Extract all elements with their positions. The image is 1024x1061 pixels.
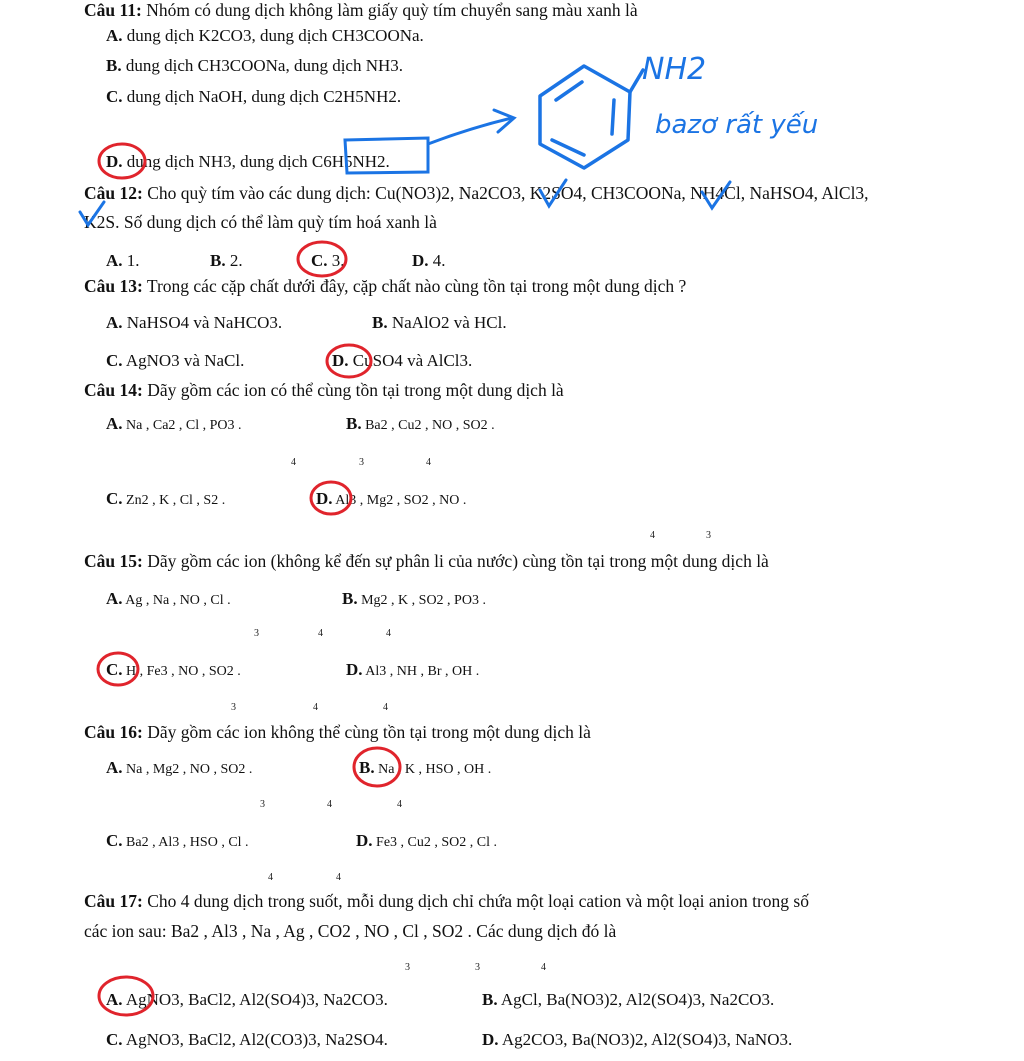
arrow-head-icon	[494, 110, 514, 132]
q11-text: Nhóm có dung dịch không làm giấy quỳ tím chuyển sang màu xanh là	[141, 0, 638, 20]
q11-b-text: dung dịch CH3COONa, dung dịch NH3.	[121, 56, 404, 75]
q14-number: Câu 14:	[84, 380, 143, 400]
q11-a-label: A.	[106, 26, 123, 45]
q14-option-d[interactable]	[316, 489, 466, 511]
stray-index: 4	[291, 457, 296, 468]
q15-option-c[interactable]	[106, 660, 241, 682]
q16-option-a[interactable]	[106, 758, 252, 780]
q14-option-b[interactable]	[346, 414, 495, 436]
q13-number: Câu 13:	[84, 276, 143, 296]
q16-number: Câu 16:	[84, 722, 143, 742]
q16-option-c[interactable]	[106, 831, 249, 853]
q15-b-text: Mg2 , K , SO2 , PO3 .	[357, 593, 486, 608]
arrow-icon	[428, 118, 512, 144]
q12-d-label: D.	[412, 251, 429, 270]
q14-a-label: A.	[106, 414, 123, 433]
q12-option-a[interactable]	[106, 251, 140, 271]
q13-a-text: NaHSO4 và NaHCO3.	[122, 313, 283, 332]
q17-c-label: C.	[106, 1030, 123, 1049]
q14-text: Dãy gồm các ion có thể cùng tồn tại trong một dung dịch là	[142, 380, 564, 400]
double-bond	[556, 82, 582, 100]
stray-index: 4	[268, 872, 273, 883]
q16-text: Dãy gồm các ion không thể cùng tồn tại trong một dung dịch là	[142, 722, 591, 742]
q12-b-label: B.	[210, 251, 226, 270]
q11-c-text: dung dịch NaOH, dung dịch C2H5NH2.	[122, 87, 402, 106]
double-bond	[552, 140, 584, 155]
q15-d-text: Al3 , NH , Br , OH .	[362, 664, 480, 679]
q14-stem	[84, 380, 564, 400]
q11-d-label: D.	[106, 152, 123, 171]
q13-option-c[interactable]	[106, 351, 244, 371]
stray-index: 3	[475, 962, 480, 973]
q17-c-text: AgNO3, BaCl2, Al2(CO3)3, Na2SO4.	[122, 1030, 388, 1049]
q17-b-text: AgCl, Ba(NO3)2, Al2(SO4)3, Na2CO3.	[497, 990, 775, 1009]
q11-option-d[interactable]	[106, 152, 390, 172]
q13-a-label: A.	[106, 313, 123, 332]
q16-d-text: Fe3 , Cu2 , SO2 , Cl .	[372, 835, 497, 850]
q15-d-label: D.	[346, 660, 363, 679]
q13-b-label: B.	[372, 313, 388, 332]
stray-index: 3	[359, 457, 364, 468]
stray-index: 4	[650, 530, 655, 541]
q11-b-label: B.	[106, 56, 122, 75]
q15-text: Dãy gồm các ion (không kể đến sự phân li của nước) cùng tồn tại trong một dung dịch là	[142, 551, 769, 571]
q17-option-d[interactable]	[482, 1030, 792, 1050]
q12-a-text: 1.	[122, 251, 140, 270]
q14-d-label: D.	[316, 489, 333, 508]
benzene-ring-icon	[540, 66, 630, 168]
q11-stem	[84, 0, 638, 20]
q12-d-text: 4.	[428, 251, 446, 270]
q12-option-c[interactable]	[311, 251, 345, 271]
q15-b-label: B.	[342, 589, 358, 608]
q16-b-text: Na , K , HSO , OH .	[374, 762, 492, 777]
annotation-nh2: NH2	[642, 52, 707, 87]
q14-b-label: B.	[346, 414, 362, 433]
q17-number: Câu 17:	[84, 891, 143, 911]
q11-a-text: dung dịch K2CO3, dung dịch CH3COONa.	[122, 26, 424, 45]
stray-index: 4	[397, 799, 402, 810]
q16-c-label: C.	[106, 831, 123, 850]
q14-option-c[interactable]	[106, 489, 225, 511]
q17-option-c[interactable]	[106, 1030, 388, 1050]
q12-c-label: C.	[311, 251, 328, 270]
q15-stem	[84, 551, 769, 571]
q14-option-a[interactable]	[106, 414, 242, 436]
answer-circles	[98, 144, 400, 1015]
q15-c-label: C.	[106, 660, 123, 679]
q13-d-text: CuSO4 và AlCl3.	[348, 351, 473, 370]
q12-stem	[84, 183, 869, 203]
q15-option-b[interactable]	[342, 589, 486, 611]
stray-index: 4	[318, 628, 323, 639]
q11-option-c[interactable]	[106, 87, 401, 107]
q12-option-b[interactable]	[210, 251, 243, 271]
benzene-ring-sketch	[540, 66, 643, 168]
q12-b-text: 2.	[225, 251, 243, 270]
q16-option-d[interactable]	[356, 831, 497, 853]
q14-c-label: C.	[106, 489, 123, 508]
q16-option-b[interactable]	[359, 758, 491, 780]
q15-option-d[interactable]	[346, 660, 479, 682]
q13-b-text: NaAlO2 và HCl.	[387, 313, 507, 332]
stray-index: 3	[405, 962, 410, 973]
stray-index: 4	[426, 457, 431, 468]
stray-index: 3	[706, 530, 711, 541]
q16-b-label: B.	[359, 758, 375, 777]
q17-text: Cho 4 dung dịch trong suốt, mỗi dung dịch chỉ chứa một loại cation và một loại anion trong số	[142, 891, 809, 911]
q17-b-label: B.	[482, 990, 498, 1009]
q17-option-a[interactable]	[106, 990, 388, 1010]
q17-d-text: Ag2CO3, Ba(NO3)2, Al2(SO4)3, NaNO3.	[498, 1030, 793, 1049]
q14-c-text: Zn2 , K , Cl , S2 .	[122, 493, 226, 508]
q16-d-label: D.	[356, 831, 373, 850]
q15-option-a[interactable]	[106, 589, 231, 611]
q13-d-label: D.	[332, 351, 349, 370]
q15-a-label: A.	[106, 589, 123, 608]
q11-c-label: C.	[106, 87, 123, 106]
q17-d-label: D.	[482, 1030, 499, 1049]
q13-stem	[84, 276, 686, 296]
q14-d-text: Al3 , Mg2 , SO2 , NO .	[332, 493, 467, 508]
stray-index: 4	[327, 799, 332, 810]
q12-c-text: 3.	[327, 251, 345, 270]
double-bond	[612, 100, 614, 134]
q13-option-a[interactable]	[106, 313, 282, 333]
q14-b-text: Ba2 , Cu2 , NO , SO2 .	[361, 418, 495, 433]
q16-c-text: Ba2 , Al3 , HSO , Cl .	[122, 835, 249, 850]
q11-option-b[interactable]	[106, 56, 403, 76]
q12-option-d[interactable]	[412, 251, 446, 271]
q17-a-text: AgNO3, BaCl2, Al2(SO4)3, Na2CO3.	[122, 990, 388, 1009]
stray-index: 4	[313, 702, 318, 713]
stray-index: 4	[336, 872, 341, 883]
q17-a-label: A.	[106, 990, 123, 1009]
q15-c-text: H , Fe3 , NO , SO2 .	[122, 664, 241, 679]
q16-a-text: Na , Mg2 , NO , SO2 .	[122, 762, 253, 777]
q17-stem-2: các ion sau: Ba2 , Al3 , Na , Ag , CO2 , NO , Cl , SO2 . Các dung dịch đó là	[84, 921, 617, 941]
stray-index: 4	[386, 628, 391, 639]
q12-number: Câu 12:	[84, 183, 143, 203]
stray-index: 3	[231, 702, 236, 713]
q12-a-label: A.	[106, 251, 123, 270]
q13-text: Trong các cặp chất dưới đây, cặp chất nào cùng tồn tại trong một dung dịch ?	[142, 276, 687, 296]
q15-a-text: Ag , Na , NO , Cl .	[122, 593, 231, 608]
stray-index: 3	[254, 628, 259, 639]
q11-option-a[interactable]	[106, 26, 424, 46]
q13-option-d[interactable]	[332, 351, 472, 371]
q17-stem	[84, 891, 809, 911]
q15-number: Câu 15:	[84, 551, 143, 571]
q11-number: Câu 11:	[84, 0, 142, 20]
q11-d-text: dung dịch NH3, dung dịch C6H5NH2.	[122, 152, 390, 171]
stray-index: 4	[541, 962, 546, 973]
stray-index: 4	[383, 702, 388, 713]
q13-c-label: C.	[106, 351, 123, 370]
q16-a-label: A.	[106, 758, 123, 777]
q12-stem-2: K2S. Số dung dịch có thể làm quỳ tím hoá xanh là	[84, 212, 437, 232]
q12-text: Cho quỳ tím vào các dung dịch: Cu(NO3)2, Na2CO3, K2SO4, CH3COONa, NH4Cl, NaHSO4, AlCl3,	[142, 183, 869, 203]
q14-a-text: Na , Ca2 , Cl , PO3 .	[122, 418, 242, 433]
q16-stem	[84, 722, 591, 742]
annotation-weak-base-note: bazơ rất yếu	[655, 110, 819, 140]
stray-index: 3	[260, 799, 265, 810]
q13-option-b[interactable]	[372, 313, 507, 333]
q13-c-text: AgNO3 và NaCl.	[122, 351, 245, 370]
q17-option-b[interactable]	[482, 990, 774, 1010]
